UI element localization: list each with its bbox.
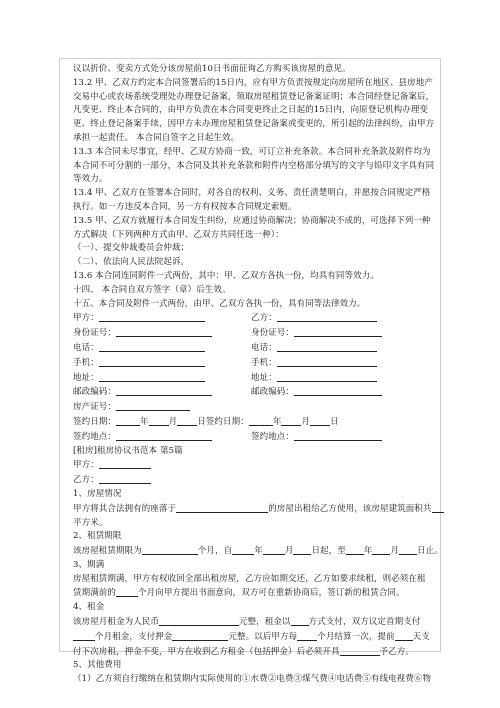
- zip-b-label: 邮政编码：: [251, 387, 295, 398]
- monthly-rent-blank[interactable]: [159, 615, 239, 626]
- year-label: 年: [140, 416, 149, 427]
- date-b-year-blank[interactable]: [249, 415, 273, 426]
- cert-blank[interactable]: [116, 400, 190, 411]
- clause-text: 凡变更、终止本合同的，由甲方负责在本合同变更终止之日起的15日内，向原登记机构办理变: [73, 105, 429, 116]
- date-a-label: 签约日期：: [73, 416, 117, 427]
- date-a-year-blank[interactable]: [116, 415, 140, 426]
- date-b-label: 日签约日期：: [197, 416, 249, 427]
- text-span: 该房屋租赁期限为: [73, 546, 142, 557]
- phone-a-blank[interactable]: [99, 341, 205, 352]
- property-info-text: 平方米。: [73, 517, 108, 528]
- deposit-blank[interactable]: [172, 630, 228, 641]
- signature-row-cert: [73, 400, 433, 415]
- signature-row-phone: [73, 341, 433, 356]
- term-months-blank[interactable]: [142, 544, 198, 555]
- section-heading: 1、房屋情况: [73, 488, 122, 499]
- id-a-blank[interactable]: [116, 326, 212, 337]
- clause-15: 十五、本合同及附件一式两份，由甲、乙双方各执一份，具有同等法律效力。: [73, 298, 366, 309]
- text-span: 予乙方。: [379, 646, 415, 657]
- property-location-blank[interactable]: [176, 502, 268, 513]
- date-b-day-blank[interactable]: [310, 415, 330, 426]
- end-year-blank[interactable]: [346, 544, 364, 555]
- end-day-blank[interactable]: [399, 544, 417, 555]
- rent-text: [73, 630, 433, 645]
- text-span: 天支: [412, 631, 430, 642]
- clause-text: 议以折价、变卖方式处分该房屋前10日书面征询乙方购买该房屋的意见。: [73, 64, 351, 74]
- text-span: 个月结算一次，提前: [317, 631, 395, 642]
- other-fees-text: （1）乙方须自行缴纳在租赁期内实际使用的①水费②电费③煤气费④电话费⑤有线电视费⑥物: [73, 674, 432, 685]
- document-body: [73, 63, 443, 687]
- phone-b-label: 电话：: [251, 342, 277, 353]
- id-b-label: 身份证号：: [251, 328, 295, 339]
- lease-term-text: [73, 544, 443, 559]
- doc2-party-b-blank[interactable]: [99, 473, 151, 484]
- clause-14: 十四、 本合同自双方签字（章）后生效。: [73, 284, 231, 295]
- text-span: 该房屋月租金为人民币: [73, 617, 160, 628]
- clause-13-4: 13.4 甲、乙双方在签署本合同时，对各自的权利、义务、责任清楚明白，并愿按合同规定严格: [73, 188, 431, 199]
- cert-label: 房产证号：: [73, 402, 117, 413]
- place-b-blank[interactable]: [294, 430, 382, 441]
- clause-text: 方式解决（下列两种方式由甲、乙双方共同任选一种）：: [73, 229, 284, 240]
- party-a-label: 甲方：: [73, 313, 99, 324]
- text-span: 个月，自: [197, 546, 233, 557]
- addr-b-blank[interactable]: [277, 371, 377, 382]
- signature-row-zip: [73, 385, 433, 400]
- doc2-party-a-label: 甲方：: [73, 460, 99, 471]
- text-span: 日起，至: [311, 546, 346, 557]
- id-a-label: 身份证号：: [73, 328, 117, 339]
- signature-row-place: [73, 430, 433, 445]
- receipt-blank[interactable]: [340, 645, 380, 656]
- section-heading: 5、其他费用: [73, 660, 122, 671]
- zip-a-label: 邮政编码：: [73, 387, 117, 398]
- text-span: 年: [254, 546, 263, 557]
- option-arbitration: （一）、提交仲裁委员会仲裁；: [73, 243, 190, 254]
- first-months-blank[interactable]: [73, 630, 95, 641]
- phone-b-blank[interactable]: [277, 341, 377, 352]
- option-court: （二）、依法向人民法院起诉。: [73, 257, 190, 268]
- doc2-party-a-blank[interactable]: [99, 458, 151, 469]
- text-span: 元整。以后甲方每: [228, 631, 298, 642]
- property-info-text: [73, 502, 433, 517]
- id-b-blank[interactable]: [294, 326, 382, 337]
- party-b-label: 乙方：: [251, 313, 277, 324]
- place-b-label: 签约地点：: [251, 431, 295, 442]
- text-span: 月: [284, 546, 294, 557]
- start-day-blank[interactable]: [293, 544, 311, 555]
- mobile-b-blank[interactable]: [277, 356, 377, 367]
- rent-text: [73, 645, 433, 660]
- party-b-blank[interactable]: [277, 311, 377, 322]
- mobile-a-label: 手机：: [73, 357, 99, 368]
- mobile-b-label: 手机：: [251, 357, 277, 368]
- start-year-blank[interactable]: [232, 544, 254, 555]
- section-heading: 3、期满: [73, 559, 105, 570]
- signature-row-id: [73, 326, 433, 341]
- zip-a-blank[interactable]: [116, 385, 212, 396]
- doc2-party-a-row: [73, 458, 433, 473]
- clause-13-2: 13.2 甲、乙双方约定本合同签署后的15日内，应有甲方负责按规定向房屋所在地区、县房地产: [73, 77, 433, 88]
- rent-text: [73, 615, 433, 630]
- signature-row-parties: [73, 311, 433, 326]
- text-span: 付下次房租，押金不变，甲方在收到乙方租金（包括押金）后必须开具: [73, 646, 340, 657]
- addr-b-label: 地址：: [251, 372, 277, 383]
- doc2-party-b-label: 乙方：: [73, 475, 99, 486]
- notice-months-blank[interactable]: [116, 586, 138, 597]
- expiry-text: 房屋租赁期满，甲方有权收回全部出租房屋，乙方应如期交还，乙方如要求续租，则必须在租: [73, 573, 426, 584]
- date-b-month-blank[interactable]: [281, 415, 301, 426]
- place-a-label: 签约地点：: [73, 431, 117, 442]
- clause-text: 交易中心或农场系统受理处办理登记备案，领取房屋租赁登记备案证明；本合同经登记备案后，: [73, 91, 435, 102]
- clause-13-5: 13.5 甲、乙双方就履行本合同发生纠纷，应通过协商解决；协商解决不成的，可选择下列一种: [73, 215, 431, 226]
- text-span: 月: [390, 546, 400, 557]
- doc2-party-b-row: [73, 473, 433, 488]
- addr-a-blank[interactable]: [99, 371, 205, 382]
- month-label: 月: [168, 416, 178, 427]
- settle-months-blank[interactable]: [297, 630, 317, 641]
- zip-b-blank[interactable]: [294, 385, 382, 396]
- end-month-blank[interactable]: [372, 544, 390, 555]
- clause-13-3: 13.3 本合同未尽事宜，经甲、乙双方协商一致，可订立补充条款。本合同补充条款及附件均为: [73, 146, 431, 157]
- page-frame: [59, 58, 443, 685]
- clause-text: 执行。如一方违反本合同，另一方有权按本合同规定索赔。: [73, 201, 297, 212]
- mobile-a-blank[interactable]: [99, 356, 205, 367]
- phone-a-label: 电话：: [73, 342, 99, 353]
- section-heading: 4、租金: [73, 602, 105, 613]
- year-label: 年: [272, 416, 282, 427]
- start-month-blank[interactable]: [263, 544, 285, 555]
- text-span: 个月租金，支付押金: [95, 631, 173, 642]
- clause-text: 更、终止登记备案手续，因甲方未办理房屋租赁登记备案或变更的，所引起的法律纠纷，由甲方: [73, 119, 435, 130]
- date-a-month-blank[interactable]: [149, 415, 169, 426]
- payment-method-blank[interactable]: [291, 615, 309, 626]
- clause-text: 等效力。: [73, 174, 108, 185]
- month-label: 月: [301, 416, 311, 427]
- signature-row-mobile: [73, 356, 433, 371]
- text-span: 赁期满前的: [73, 588, 117, 599]
- party-a-blank[interactable]: [99, 311, 205, 322]
- text-span: 元整，租金以: [239, 617, 291, 628]
- section-heading: 2、租赁期限: [73, 531, 122, 542]
- agreement-title: [租房]租房协议书范本 第5篇: [73, 445, 183, 456]
- place-a-blank[interactable]: [116, 430, 212, 441]
- clause-13-6: 13.6 本合同连同附件一式两份，其中：甲、乙双方各执一份，均具有同等效力。: [73, 270, 379, 281]
- area-blank[interactable]: [432, 502, 444, 513]
- signature-row-address: [73, 371, 433, 386]
- clause-text: 承担一起责任。 本合同自签字之日起生效。: [73, 132, 240, 143]
- text-span: 甲方将其合法拥有的座落于: [73, 503, 177, 514]
- signature-row-date: [73, 415, 433, 430]
- expiry-text: [73, 586, 433, 601]
- text-span: 年: [363, 546, 373, 557]
- clause-text: 本合同不可分割的一部分，本合同及其补充条款和附件内空格部分填写的文字与铅印文字具有同: [73, 160, 435, 171]
- text-span: 方式支付，双方议定首期支付: [308, 617, 421, 628]
- text-span: 日止。: [417, 546, 443, 557]
- text-span: 个月向甲方提出书面意向，双方可在重新协商后，签订新的租赁合同。: [138, 588, 405, 599]
- text-span: 的房屋出租给乙方使用，该房屋建筑面积共: [268, 503, 432, 514]
- day-label: 日: [330, 416, 339, 427]
- date-a-day-blank[interactable]: [177, 415, 197, 426]
- advance-days-blank[interactable]: [395, 630, 413, 641]
- addr-a-label: 地址：: [73, 372, 99, 383]
